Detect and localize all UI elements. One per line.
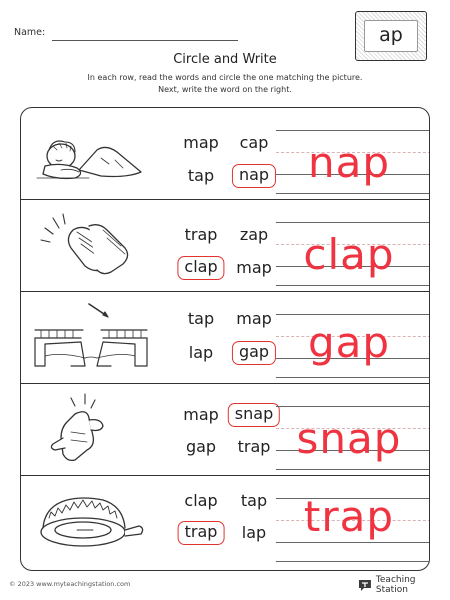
word-option[interactable]: tap: [187, 166, 215, 185]
word-option-circled[interactable]: trap: [178, 521, 225, 545]
traced-answer: nap: [307, 138, 391, 187]
word-option-circled[interactable]: clap: [177, 256, 224, 280]
clapping-hands-icon: [31, 208, 151, 280]
snapping-fingers-icon: [31, 392, 151, 464]
writing-line-bottom: [276, 469, 430, 470]
word-option[interactable]: lap: [188, 343, 214, 362]
writing-line-top: [276, 314, 430, 315]
word-option[interactable]: trap: [184, 225, 218, 244]
traced-answer: clap: [303, 230, 395, 279]
word-option[interactable]: map: [236, 258, 272, 277]
writing-line-bottom: [276, 193, 430, 194]
word-option[interactable]: clap: [184, 491, 218, 510]
word-option[interactable]: gap: [185, 437, 217, 456]
word-option[interactable]: map: [183, 405, 219, 424]
exercise-row: [21, 384, 429, 474]
writing-line-bottom: [276, 561, 430, 562]
exercise-row: [21, 476, 429, 566]
instructions-line-2: Next, write the word on the right.: [158, 85, 292, 94]
exercise-row: [21, 200, 429, 290]
instructions-line-1: In each row, read the words and circle the one matching the picture.: [87, 73, 363, 82]
teaching-station-logo: [357, 575, 450, 595]
word-option-circled[interactable]: snap: [228, 403, 280, 427]
animal-trap-icon: [31, 484, 151, 556]
word-option[interactable]: zap: [239, 225, 269, 244]
broken-bridge-icon: [31, 300, 151, 372]
writing-line-bottom: [276, 285, 430, 286]
word-option-circled[interactable]: gap: [232, 341, 276, 365]
word-option[interactable]: map: [183, 133, 219, 152]
word-option[interactable]: cap: [239, 133, 269, 152]
exercise-row: [21, 292, 429, 382]
copyright-footer: © 2023 www.myteachingstation.com: [9, 580, 131, 588]
name-label: Name:: [14, 27, 46, 38]
word-option[interactable]: tap: [240, 491, 268, 510]
word-option-circled[interactable]: nap: [232, 164, 276, 188]
worksheet-panel: [20, 107, 430, 571]
writing-line-top: [276, 406, 430, 407]
sound-badge-text: ap: [364, 20, 418, 52]
logo-text: Teaching Station: [375, 575, 416, 595]
writing-line-top: [276, 222, 430, 223]
traced-answer: snap: [296, 414, 402, 463]
word-option[interactable]: lap: [241, 523, 267, 542]
sleeping-boy-icon: [31, 116, 151, 188]
writing-line-top: [276, 130, 430, 131]
word-option[interactable]: tap: [187, 309, 215, 328]
traced-answer: trap: [303, 492, 395, 541]
traced-answer: gap: [307, 318, 391, 367]
word-option[interactable]: trap: [237, 437, 271, 456]
writing-line-base[interactable]: [276, 542, 430, 543]
speech-bubble-icon: [357, 578, 373, 592]
page-title: Circle and Write: [173, 52, 277, 67]
word-option[interactable]: map: [236, 309, 272, 328]
writing-line-bottom: [276, 377, 430, 378]
exercise-row: [21, 108, 429, 198]
name-line[interactable]: [52, 40, 238, 41]
